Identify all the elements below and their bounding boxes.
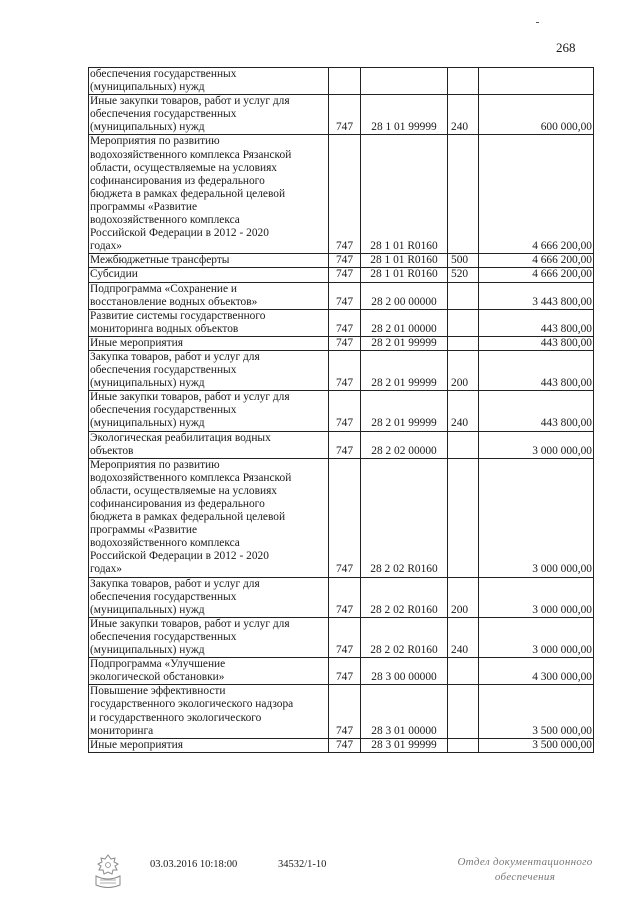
table-row <box>89 350 594 390</box>
row-grbs-cell: 747 <box>329 391 361 431</box>
row-kcsr-cell: 28 2 01 99999 <box>361 336 448 350</box>
row-grbs-cell: 747 <box>329 350 361 390</box>
row-grbs-cell: 747 <box>329 95 361 135</box>
row-name-cell: Иные закупки товаров, работ и услуг для обеспечения государственных (муниципальных) нужд <box>89 95 329 135</box>
row-kvr-cell: 240 <box>448 391 479 431</box>
row-kvr-cell <box>448 135 479 254</box>
row-sum-cell: 3 000 000,00 <box>479 458 594 577</box>
row-name-cell: обеспечения государственных (муниципальных) нужд <box>89 68 329 95</box>
row-sum-cell: 3 500 000,00 <box>479 685 594 738</box>
row-kvr-cell: 520 <box>448 268 479 282</box>
row-kcsr-cell: 28 1 01 R0160 <box>361 135 448 254</box>
coat-of-arms-icon <box>90 852 126 890</box>
page-number: 268 <box>556 40 576 55</box>
row-kcsr-cell: 28 2 01 99999 <box>361 350 448 390</box>
row-grbs-cell: 747 <box>329 458 361 577</box>
row-sum-cell: 4 666 200,00 <box>479 135 594 254</box>
row-sum-cell: 3 000 000,00 <box>479 617 594 657</box>
row-kcsr-cell: 28 2 00 00000 <box>361 282 448 309</box>
row-kvr-cell: 200 <box>448 577 479 617</box>
row-kvr-cell <box>448 309 479 336</box>
table-row <box>89 95 594 135</box>
row-kcsr-cell <box>361 68 448 95</box>
row-kcsr-cell: 28 2 01 00000 <box>361 309 448 336</box>
row-name-cell: Иные мероприятия <box>89 336 329 350</box>
row-grbs-cell: 747 <box>329 135 361 254</box>
table-row <box>89 254 594 268</box>
row-grbs-cell: 747 <box>329 309 361 336</box>
row-name-cell: Закупка товаров, работ и услуг для обеспечения государственных (муниципальных) нужд <box>89 577 329 617</box>
row-kcsr-cell: 28 3 01 00000 <box>361 685 448 738</box>
row-grbs-cell: 747 <box>329 577 361 617</box>
table-row <box>89 431 594 458</box>
row-kvr-cell <box>448 658 479 685</box>
row-name-cell: Экологическая реабилитация водных объектов <box>89 431 329 458</box>
row-kvr-cell <box>448 282 479 309</box>
row-kcsr-cell: 28 2 02 R0160 <box>361 458 448 577</box>
row-kcsr-cell: 28 1 01 R0160 <box>361 254 448 268</box>
row-grbs-cell: 747 <box>329 254 361 268</box>
row-sum-cell: 4 300 000,00 <box>479 658 594 685</box>
row-grbs-cell: 747 <box>329 617 361 657</box>
footer-office-stamp: Отдел документационного обеспечения <box>457 856 593 883</box>
table-row <box>89 68 594 95</box>
row-sum-cell: 443 800,00 <box>479 350 594 390</box>
row-sum-cell: 4 666 200,00 <box>479 268 594 282</box>
row-kcsr-cell: 28 3 00 00000 <box>361 658 448 685</box>
table-row <box>89 738 594 752</box>
row-sum-cell: 3 000 000,00 <box>479 431 594 458</box>
row-name-cell: Межбюджетные трансферты <box>89 254 329 268</box>
row-grbs-cell: 747 <box>329 738 361 752</box>
footer-datetime: 03.03.2016 10:18:00 <box>150 859 238 870</box>
table-row <box>89 577 594 617</box>
row-kcsr-cell: 28 1 01 99999 <box>361 95 448 135</box>
row-name-cell: Развитие системы государственного мониторинга водных объектов <box>89 309 329 336</box>
row-sum-cell: 443 800,00 <box>479 309 594 336</box>
row-grbs-cell <box>329 68 361 95</box>
table-row <box>89 135 594 254</box>
row-name-cell: Подпрограмма «Сохранение и восстановление водных объектов» <box>89 282 329 309</box>
table-row <box>89 309 594 336</box>
budget-table <box>88 67 594 753</box>
table-row <box>89 282 594 309</box>
footer-doc-number: 34532/1-10 <box>278 859 327 870</box>
row-name-cell: Иные закупки товаров, работ и услуг для обеспечения государственных (муниципальных) нужд <box>89 391 329 431</box>
budget-table-body <box>89 68 594 753</box>
row-sum-cell: 443 800,00 <box>479 336 594 350</box>
row-grbs-cell: 747 <box>329 268 361 282</box>
row-kvr-cell <box>448 431 479 458</box>
row-kvr-cell <box>448 738 479 752</box>
row-kvr-cell <box>448 458 479 577</box>
row-kcsr-cell: 28 2 01 99999 <box>361 391 448 431</box>
row-sum-cell: 443 800,00 <box>479 391 594 431</box>
row-name-cell: Подпрограмма «Улучшение экологической обстановки» <box>89 658 329 685</box>
row-name-cell: Иные мероприятия <box>89 738 329 752</box>
row-name-cell: Закупка товаров, работ и услуг для обеспечения государственных (муниципальных) нужд <box>89 350 329 390</box>
row-grbs-cell: 747 <box>329 336 361 350</box>
table-row <box>89 268 594 282</box>
row-kvr-cell <box>448 68 479 95</box>
row-kvr-cell: 240 <box>448 95 479 135</box>
row-kcsr-cell: 28 3 01 99999 <box>361 738 448 752</box>
row-name-cell: Мероприятия по развитию водохозяйственного комплекса Рязанской области, осуществляемые на условиях софинансирования из федерального бюджета в рамках федеральной целевой программы «Развитие водохозяйственного комплекса Российской Федерации в 2012 - 2020 годах» <box>89 458 329 577</box>
row-grbs-cell: 747 <box>329 282 361 309</box>
row-sum-cell: 3 500 000,00 <box>479 738 594 752</box>
row-name-cell: Субсидии <box>89 268 329 282</box>
row-name-cell: Иные закупки товаров, работ и услуг для обеспечения государственных (муниципальных) нужд <box>89 617 329 657</box>
row-sum-cell: 4 666 200,00 <box>479 254 594 268</box>
table-row <box>89 458 594 577</box>
row-kvr-cell: 240 <box>448 617 479 657</box>
row-grbs-cell: 747 <box>329 685 361 738</box>
row-sum-cell: 600 000,00 <box>479 95 594 135</box>
row-grbs-cell: 747 <box>329 658 361 685</box>
row-sum-cell <box>479 68 594 95</box>
row-kvr-cell <box>448 685 479 738</box>
table-row <box>89 617 594 657</box>
row-kvr-cell <box>448 336 479 350</box>
row-grbs-cell: 747 <box>329 431 361 458</box>
scan-mark <box>536 22 539 23</box>
table-row <box>89 391 594 431</box>
row-name-cell: Мероприятия по развитию водохозяйственного комплекса Рязанской области, осуществляемые на условиях софинансирования из федерального бюджета в рамках федеральной целевой программы «Развитие водохозяйственного комплекса Российской Федерации в 2012 - 2020 годах» <box>89 135 329 254</box>
row-kcsr-cell: 28 2 02 00000 <box>361 431 448 458</box>
row-kcsr-cell: 28 2 02 R0160 <box>361 577 448 617</box>
row-kvr-cell: 500 <box>448 254 479 268</box>
row-sum-cell: 3 000 000,00 <box>479 577 594 617</box>
row-kvr-cell: 200 <box>448 350 479 390</box>
table-row <box>89 336 594 350</box>
row-kcsr-cell: 28 1 01 R0160 <box>361 268 448 282</box>
row-kcsr-cell: 28 2 02 R0160 <box>361 617 448 657</box>
table-row <box>89 685 594 738</box>
row-name-cell: Повышение эффективности государственного экологического надзора и государственного экологического мониторинга <box>89 685 329 738</box>
row-sum-cell: 3 443 800,00 <box>479 282 594 309</box>
table-row <box>89 658 594 685</box>
